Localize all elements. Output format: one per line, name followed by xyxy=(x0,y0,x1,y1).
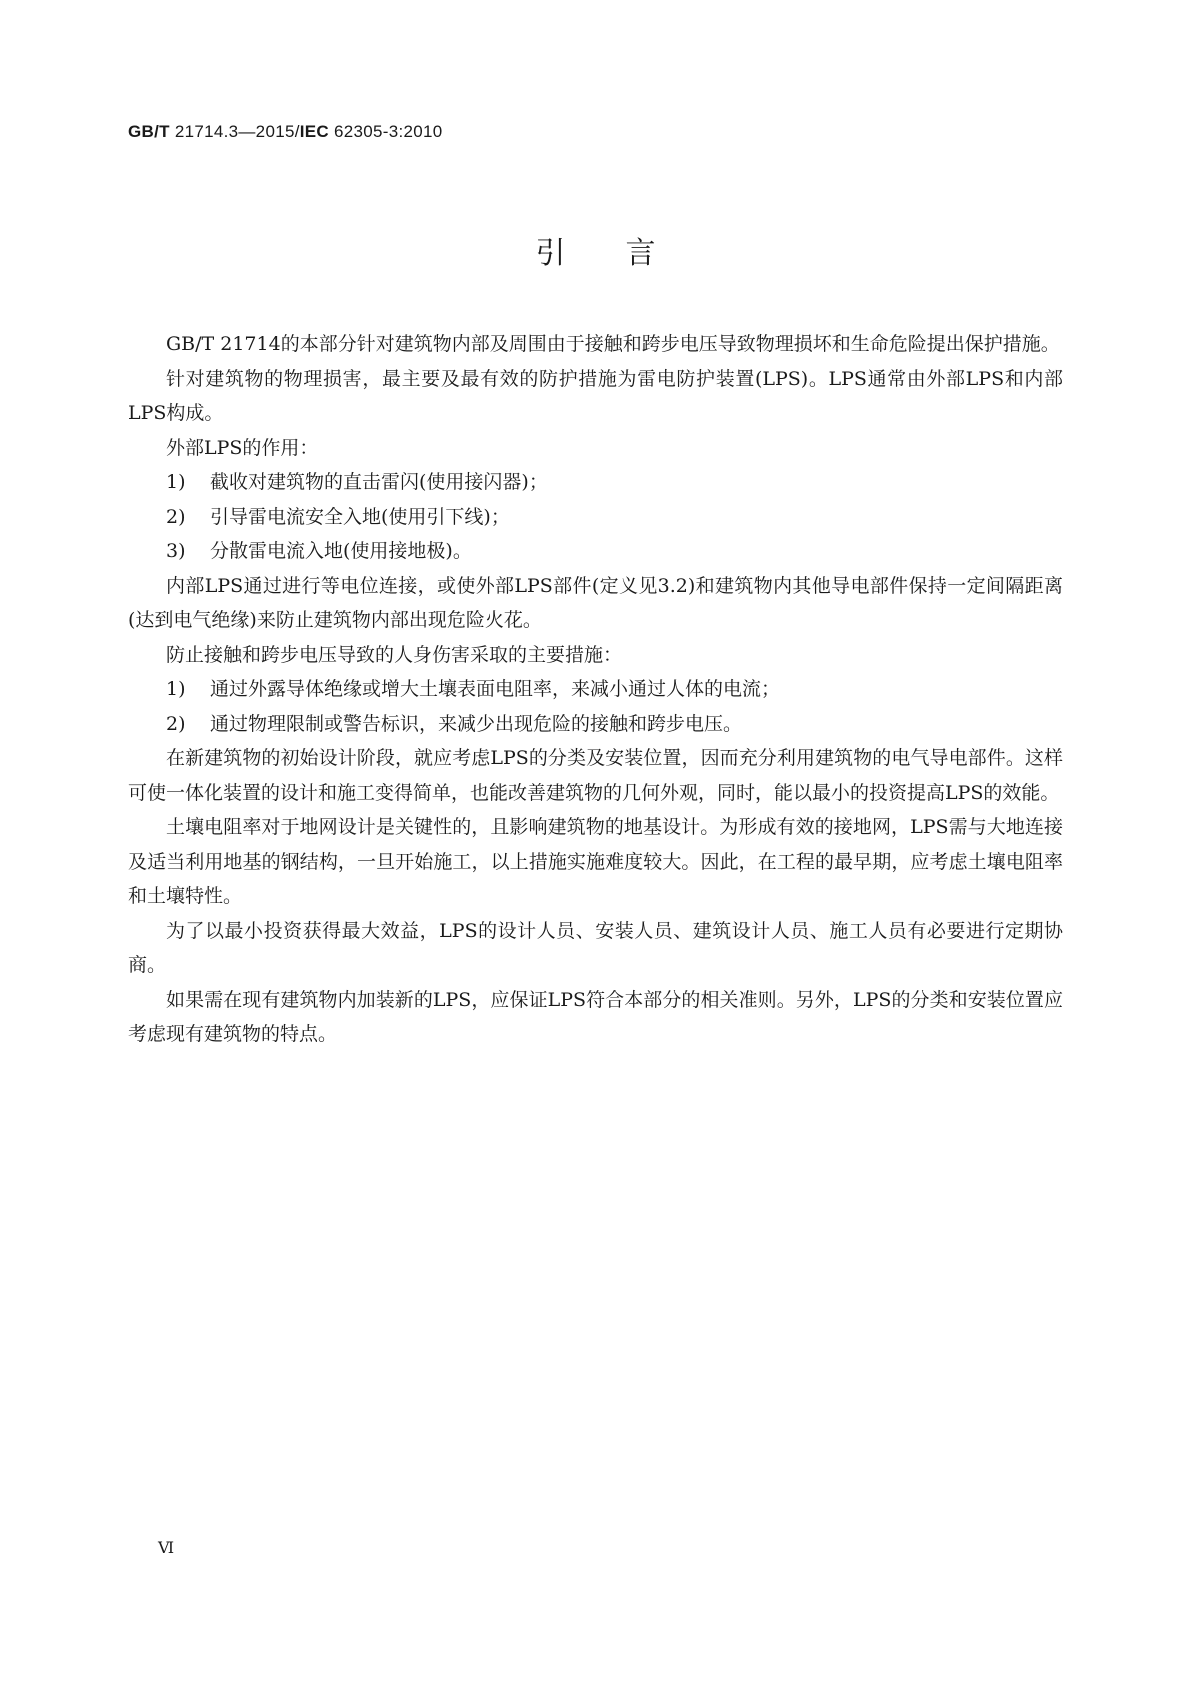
paragraph-9: 如果需在现有建筑物内加装新的LPS，应保证LPS符合本部分的相关准则。另外，LPS的分类和安装位置应考虑现有建筑物的特点。 xyxy=(128,988,1063,1045)
paragraph-1: GB/T 21714的本部分针对建筑物内部及周围由于接触和跨步电压导致物理损坏和生命危险提出保护措施。 xyxy=(166,333,1060,355)
list-item xyxy=(128,534,1063,569)
paragraph-8: 为了以最小投资获得最大效益，LPS的设计人员、安装人员、建筑设计人员、施工人员有必要进行定期协商。 xyxy=(128,919,1063,976)
list-item-number: 1) xyxy=(166,471,186,493)
page-number: Ⅵ xyxy=(158,1538,175,1557)
list-item-number: 3) xyxy=(166,540,186,562)
paragraph-6: 在新建筑物的初始设计阶段，就应考虑LPS的分类及安装位置，因而充分利用建筑物的电气导电部件。这样可使一体化装置的设计和施工变得简单，也能改善建筑物的几何外观，同时，能以最小的投资提高LPS的效能。 xyxy=(128,747,1063,804)
standard-code-prefix: GB/T xyxy=(128,122,170,141)
list-item-text: 引导雷电流安全入地(使用引下线)； xyxy=(210,505,510,528)
list-item xyxy=(128,465,1063,500)
introduction-body xyxy=(128,327,1063,1052)
paragraph-2: 针对建筑物的物理损害，最主要及最有效的防护措施为雷电防护装置(LPS)。LPS通常由外部LPS和内部LPS构成。 xyxy=(128,367,1063,424)
list-item-text: 通过外露导体绝缘或增大土壤表面电阻率，来减小通过人体的电流； xyxy=(210,678,781,700)
list-item-text: 分散雷电流入地(使用接地极)。 xyxy=(210,540,472,562)
standard-code-number: 21714.3—2015/ xyxy=(169,122,300,141)
paragraph-7: 土壤电阻率对于地网设计是关键性的，且影响建筑物的地基设计。为形成有效的接地网，LPS需与大地连接及适当利用地基的钢结构，一旦开始施工，以上措施实施难度较大。因此，在工程的最早期，应考虑土壤电阻率和土壤特性。 xyxy=(128,816,1063,907)
list-item xyxy=(128,672,1063,707)
list-item xyxy=(128,500,1063,535)
list-item-text: 截收对建筑物的直击雷闪(使用接闪器)； xyxy=(210,471,548,493)
standard-code-iec-number: 62305-3:2010 xyxy=(328,122,443,141)
page-title: 引言 xyxy=(535,236,716,271)
paragraph-3: 外部LPS的作用： xyxy=(166,436,319,459)
list-item-number: 2) xyxy=(166,505,186,528)
standard-code-iec: IEC xyxy=(299,122,329,141)
list-item-text: 通过物理限制或警告标识，来减少出现危险的接触和跨步电压。 xyxy=(210,712,743,735)
paragraph-5: 防止接触和跨步电压导致的人身伤害采取的主要措施： xyxy=(166,643,623,666)
paragraph-4: 内部LPS通过进行等电位连接，或使外部LPS部件(定义见3.2)和建筑物内其他导电部件保持一定间隔距离(达到电气绝缘)来防止建筑物内部出现危险火花。 xyxy=(128,574,1063,631)
list-item xyxy=(128,707,1063,742)
list-item-number: 1) xyxy=(166,678,186,700)
standard-code xyxy=(128,122,443,142)
list-item-number: 2) xyxy=(166,712,186,735)
